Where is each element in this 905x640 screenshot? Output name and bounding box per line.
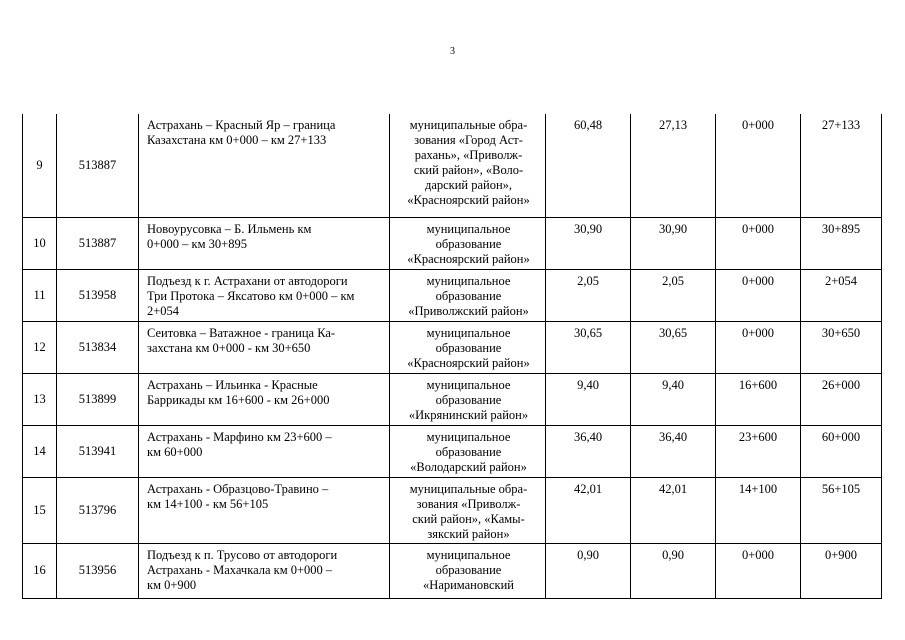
road-name-cell-line: Подъезд к г. Астрахани от автодороги xyxy=(147,273,348,288)
road-name-cell-line: 0+000 – км 30+895 xyxy=(147,236,247,251)
owner-cell-line: образование xyxy=(435,392,502,407)
road-id-cell: 513958 xyxy=(57,269,139,321)
length-total-cell: 30,65 xyxy=(546,321,631,373)
length-total-cell: 9,40 xyxy=(546,373,631,425)
road-id-cell: 513796 xyxy=(57,477,139,543)
road-name-cell-line: км 0+900 xyxy=(147,577,197,592)
table-row xyxy=(23,321,882,373)
km-start-cell: 14+100 xyxy=(716,477,801,543)
table-row xyxy=(23,477,882,543)
km-start-cell: 0+000 xyxy=(716,321,801,373)
owner-cell xyxy=(390,269,546,321)
owner-cell-line: образование xyxy=(435,288,502,303)
owner-cell-line: муниципальное xyxy=(426,273,511,288)
owner-cell-line: муниципальное xyxy=(426,377,511,392)
owner-cell-line: ский район», «Воло- xyxy=(413,163,524,177)
row-number-cell: 10 xyxy=(23,217,57,269)
road-id-cell: 513887 xyxy=(57,217,139,269)
road-name-cell-line: км 60+000 xyxy=(147,444,203,459)
road-name-cell-line: Астрахань - Махачкала км 0+000 – xyxy=(147,562,333,577)
owner-cell-line: «Красноярский район» xyxy=(407,251,530,266)
km-end-cell: 30+650 xyxy=(801,321,882,373)
road-name-cell-line: Казахстана км 0+000 – км 27+133 xyxy=(147,133,327,147)
km-end-cell: 0+900 xyxy=(801,543,882,598)
row-number-cell: 9 xyxy=(23,114,57,217)
road-name-cell-line: Три Протока – Яксатово км 0+000 – км xyxy=(147,288,355,303)
owner-cell xyxy=(390,114,546,217)
km-end-cell: 27+133 xyxy=(801,114,882,217)
length-total-cell: 42,01 xyxy=(546,477,631,543)
road-name-cell xyxy=(139,114,390,217)
page-number: 3 xyxy=(450,46,455,57)
table-row xyxy=(23,543,882,598)
km-start-cell: 0+000 xyxy=(716,269,801,321)
road-name-cell xyxy=(139,477,390,543)
table-row xyxy=(23,373,882,425)
table-row xyxy=(23,425,882,477)
owner-cell-line: рахань», «Приволж- xyxy=(414,148,523,162)
road-name-cell-line: Сеитовка – Ватажное - граница Ка- xyxy=(147,325,336,340)
owner-cell-line: «Икрянинский район» xyxy=(408,407,529,422)
owner-cell-line: «Красноярский район» xyxy=(407,193,530,207)
row-number-cell: 11 xyxy=(23,269,57,321)
row-number-cell: 16 xyxy=(23,543,57,598)
road-name-cell-line: Новоурусовка – Б. Ильмень км xyxy=(147,221,312,236)
row-number-cell: 14 xyxy=(23,425,57,477)
owner-cell-line: образование xyxy=(435,444,502,459)
road-id-cell: 513941 xyxy=(57,425,139,477)
owner-cell-line: муниципальное xyxy=(426,325,511,340)
road-name-cell xyxy=(139,321,390,373)
row-number-cell: 13 xyxy=(23,373,57,425)
owner-cell-line: образование xyxy=(435,562,502,577)
owner-cell-line: зякский район» xyxy=(427,526,510,541)
road-name-cell-line: км 14+100 - км 56+105 xyxy=(147,496,269,511)
km-end-cell: 2+054 xyxy=(801,269,882,321)
roads-table-body xyxy=(23,114,882,598)
owner-cell-line: «Приволжский район» xyxy=(408,303,529,318)
length-part-cell: 30,90 xyxy=(631,217,716,269)
owner-cell-line: «Красноярский район» xyxy=(407,355,530,370)
table-row xyxy=(23,114,882,217)
road-id-cell: 513956 xyxy=(57,543,139,598)
owner-cell xyxy=(390,321,546,373)
owner-cell-line: муниципальные обра- xyxy=(409,118,528,132)
road-name-cell xyxy=(139,373,390,425)
owner-cell-line: муниципальное xyxy=(426,429,511,444)
owner-cell-line: образование xyxy=(435,340,502,355)
road-name-cell-line: Подъезд к п. Трусово от автодороги xyxy=(147,547,338,562)
table-row xyxy=(23,217,882,269)
length-total-cell: 0,90 xyxy=(546,543,631,598)
road-name-cell-line: захстана км 0+000 - км 30+650 xyxy=(147,340,311,355)
owner-cell xyxy=(390,373,546,425)
road-name-cell-line: Астрахань – Ильинка - Красные xyxy=(147,377,318,392)
table-row xyxy=(23,269,882,321)
roads-table xyxy=(22,114,882,599)
road-id-cell: 513834 xyxy=(57,321,139,373)
row-number-cell: 15 xyxy=(23,477,57,543)
km-start-cell: 0+000 xyxy=(716,114,801,217)
road-id-cell: 513887 xyxy=(57,114,139,217)
owner-cell xyxy=(390,217,546,269)
owner-cell-line: зования «Приволж- xyxy=(416,496,521,511)
road-name-cell-line: Баррикады км 16+600 - км 26+000 xyxy=(147,392,330,407)
km-end-cell: 26+000 xyxy=(801,373,882,425)
owner-cell xyxy=(390,477,546,543)
owner-cell-line: образование xyxy=(435,236,502,251)
length-total-cell: 30,90 xyxy=(546,217,631,269)
owner-cell-line: зования «Город Аст- xyxy=(414,133,523,147)
owner-cell-line: муниципальное xyxy=(426,547,511,562)
length-part-cell: 9,40 xyxy=(631,373,716,425)
km-start-cell: 0+000 xyxy=(716,217,801,269)
length-part-cell: 0,90 xyxy=(631,543,716,598)
km-start-cell: 16+600 xyxy=(716,373,801,425)
road-name-cell-line: Астрахань – Красный Яр – граница xyxy=(147,118,336,132)
road-name-cell xyxy=(139,425,390,477)
length-part-cell: 2,05 xyxy=(631,269,716,321)
length-total-cell: 2,05 xyxy=(546,269,631,321)
owner-cell-line: муниципальное xyxy=(426,221,511,236)
owner-cell-line: муниципальные обра- xyxy=(409,481,528,496)
row-number-cell: 12 xyxy=(23,321,57,373)
road-name-cell xyxy=(139,269,390,321)
km-end-cell: 56+105 xyxy=(801,477,882,543)
road-name-cell-line: Астрахань - Образцово-Травино – xyxy=(147,481,329,496)
km-end-cell: 30+895 xyxy=(801,217,882,269)
road-id-cell: 513899 xyxy=(57,373,139,425)
road-name-cell xyxy=(139,543,390,598)
owner-cell-line: дарский район», xyxy=(424,178,513,192)
owner-cell xyxy=(390,425,546,477)
owner-cell-line: «Наримановский xyxy=(423,577,514,592)
km-start-cell: 23+600 xyxy=(716,425,801,477)
length-total-cell: 36,40 xyxy=(546,425,631,477)
km-start-cell: 0+000 xyxy=(716,543,801,598)
length-total-cell: 60,48 xyxy=(546,114,631,217)
length-part-cell: 30,65 xyxy=(631,321,716,373)
road-name-cell-line: 2+054 xyxy=(147,303,180,318)
road-name-cell xyxy=(139,217,390,269)
owner-cell-line: ский район», «Камы- xyxy=(412,511,525,526)
owner-cell-line: «Володарский район» xyxy=(410,459,527,474)
length-part-cell: 36,40 xyxy=(631,425,716,477)
owner-cell xyxy=(390,543,546,598)
length-part-cell: 27,13 xyxy=(631,114,716,217)
km-end-cell: 60+000 xyxy=(801,425,882,477)
length-part-cell: 42,01 xyxy=(631,477,716,543)
road-name-cell-line: Астрахань - Марфино км 23+600 – xyxy=(147,429,332,444)
